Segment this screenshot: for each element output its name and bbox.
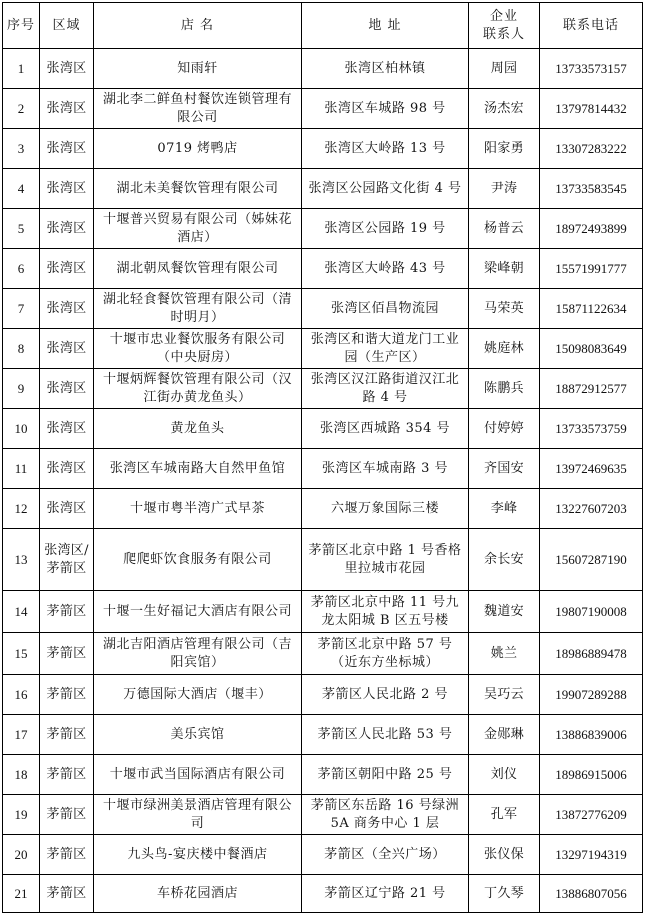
row-contact: 刘仪 (469, 755, 540, 795)
row-index: 13 (3, 529, 40, 591)
row-name: 车桥花园酒店 (94, 875, 302, 913)
table-row (3, 529, 643, 591)
table-row (3, 289, 643, 329)
table-row (3, 449, 643, 489)
row-name: 美乐宾馆 (94, 715, 302, 755)
row-name: 湖北李二鲜鱼村餐饮连锁管理有限公司 (94, 89, 302, 129)
row-area: 张湾区 (40, 89, 94, 129)
row-contact: 余长安 (469, 529, 540, 591)
row-index: 9 (3, 369, 40, 409)
row-contact: 汤杰宏 (469, 89, 540, 129)
row-contact: 阳家勇 (469, 129, 540, 169)
row-address: 张湾区车城南路 3 号 (302, 449, 469, 489)
row-index: 14 (3, 591, 40, 633)
row-address: 张湾区公园路 19 号 (302, 209, 469, 249)
table-row (3, 591, 643, 633)
row-name: 知雨轩 (94, 49, 302, 89)
row-address: 张湾区车城路 98 号 (302, 89, 469, 129)
row-area: 张湾区 (40, 409, 94, 449)
row-area: 张湾区 (40, 249, 94, 289)
row-phone: 15098083649 (540, 329, 643, 369)
row-phone: 18986889478 (540, 633, 643, 675)
row-index: 20 (3, 835, 40, 875)
header-row (3, 3, 643, 49)
row-area: 茅箭区 (40, 795, 94, 835)
row-address: 茅箭区东岳路 16 号绿洲 5A 商务中心 1 层 (302, 795, 469, 835)
row-address: 张湾区大岭路 13 号 (302, 129, 469, 169)
row-phone: 18872912577 (540, 369, 643, 409)
header-phone: 联系电话 (540, 3, 643, 49)
row-index: 19 (3, 795, 40, 835)
row-area: 茅箭区 (40, 835, 94, 875)
row-phone: 13307283222 (540, 129, 643, 169)
row-address: 茅箭区人民北路 2 号 (302, 675, 469, 715)
row-name: 爬爬虾饮食服务有限公司 (94, 529, 302, 591)
row-contact: 魏道安 (469, 591, 540, 633)
row-address: 六堰万象国际三楼 (302, 489, 469, 529)
row-area: 张湾区 (40, 209, 94, 249)
row-index: 3 (3, 129, 40, 169)
row-area: 茅箭区 (40, 715, 94, 755)
row-phone: 19807190008 (540, 591, 643, 633)
row-name: 湖北吉阳酒店管理有限公司（吉阳宾馆） (94, 633, 302, 675)
row-index: 1 (3, 49, 40, 89)
restaurant-table (2, 2, 643, 913)
row-index: 8 (3, 329, 40, 369)
row-address: 张湾区大岭路 43 号 (302, 249, 469, 289)
row-index: 15 (3, 633, 40, 675)
row-contact: 付婷婷 (469, 409, 540, 449)
row-address: 张湾区柏林镇 (302, 49, 469, 89)
row-name: 湖北朝凤餐饮管理有限公司 (94, 249, 302, 289)
row-area: 张湾区 (40, 449, 94, 489)
table-row (3, 875, 643, 913)
row-phone: 19907289288 (540, 675, 643, 715)
row-phone: 15607287190 (540, 529, 643, 591)
row-contact: 马荣英 (469, 289, 540, 329)
row-area: 茅箭区 (40, 755, 94, 795)
row-index: 16 (3, 675, 40, 715)
row-address: 张湾区佰昌物流园 (302, 289, 469, 329)
row-phone: 13972469635 (540, 449, 643, 489)
row-name: 十堰炳辉餐饮管理有限公司（汉江街办黄龙鱼头） (94, 369, 302, 409)
table-row (3, 715, 643, 755)
row-contact: 孔军 (469, 795, 540, 835)
header-contact (469, 3, 540, 49)
table-row (3, 675, 643, 715)
row-address: 茅箭区北京中路 11 号九龙太阳城 B 区五号楼 (302, 591, 469, 633)
row-index: 5 (3, 209, 40, 249)
row-name: 0719 烤鸭店 (94, 129, 302, 169)
row-index: 2 (3, 89, 40, 129)
row-phone: 13886807056 (540, 875, 643, 913)
row-contact: 姚兰 (469, 633, 540, 675)
row-name: 十堰市武当国际酒店有限公司 (94, 755, 302, 795)
table-row (3, 835, 643, 875)
row-phone: 13227607203 (540, 489, 643, 529)
table-row (3, 249, 643, 289)
row-contact: 周园 (469, 49, 540, 89)
row-name: 十堰市粤半湾广式早茶 (94, 489, 302, 529)
row-index: 18 (3, 755, 40, 795)
row-name: 张湾区车城南路大自然甲鱼馆 (94, 449, 302, 489)
row-name: 十堰市绿洲美景酒店管理有限公司 (94, 795, 302, 835)
row-name: 湖北未美餐饮管理有限公司 (94, 169, 302, 209)
row-area: 张湾区 (40, 129, 94, 169)
row-index: 12 (3, 489, 40, 529)
row-area: 张湾区 (40, 489, 94, 529)
row-contact: 陈鹏兵 (469, 369, 540, 409)
row-name: 黄龙鱼头 (94, 409, 302, 449)
table-row (3, 169, 643, 209)
row-address: 茅箭区北京中路 1 号香格里拉城市花园 (302, 529, 469, 591)
row-index: 21 (3, 875, 40, 913)
row-phone: 18972493899 (540, 209, 643, 249)
header-address: 地 址 (302, 3, 469, 49)
row-contact: 齐国安 (469, 449, 540, 489)
row-index: 7 (3, 289, 40, 329)
row-contact: 吴巧云 (469, 675, 540, 715)
row-phone: 13733583545 (540, 169, 643, 209)
row-phone: 13797814432 (540, 89, 643, 129)
row-contact: 李峰 (469, 489, 540, 529)
row-contact: 张仪保 (469, 835, 540, 875)
row-address: 茅箭区北京中路 57 号（近东方坐标城） (302, 633, 469, 675)
header-index: 序号 (3, 3, 40, 49)
table-row (3, 755, 643, 795)
row-area: 茅箭区 (40, 875, 94, 913)
row-contact: 金郧琳 (469, 715, 540, 755)
row-area: 张湾区 (40, 369, 94, 409)
row-name: 十堰市忠业餐饮服务有限公司（中央厨房） (94, 329, 302, 369)
row-index: 6 (3, 249, 40, 289)
row-address: 茅箭区朝阳中路 25 号 (302, 755, 469, 795)
row-contact: 杨普云 (469, 209, 540, 249)
table-row (3, 329, 643, 369)
row-address: 茅箭区（全兴广场） (302, 835, 469, 875)
row-contact: 尹涛 (469, 169, 540, 209)
row-address: 张湾区汉江路街道汉江北路 4 号 (302, 369, 469, 409)
row-address: 茅箭区辽宁路 21 号 (302, 875, 469, 913)
row-index: 17 (3, 715, 40, 755)
table-row (3, 129, 643, 169)
header-contact-line1: 企业 (489, 8, 518, 24)
row-phone: 15571991777 (540, 249, 643, 289)
table-row (3, 49, 643, 89)
table-row (3, 633, 643, 675)
row-contact: 姚庭林 (469, 329, 540, 369)
row-index: 4 (3, 169, 40, 209)
row-phone: 13886839006 (540, 715, 643, 755)
row-name: 万德国际大酒店（堰丰） (94, 675, 302, 715)
row-contact: 梁峰朝 (469, 249, 540, 289)
row-area: 茅箭区 (40, 675, 94, 715)
table-row (3, 409, 643, 449)
row-address: 张湾区公园路文化街 4 号 (302, 169, 469, 209)
table-row (3, 209, 643, 249)
row-name: 九头鸟-宴庆楼中餐酒店 (94, 835, 302, 875)
row-area: 茅箭区 (40, 633, 94, 675)
row-address: 张湾区西城路 354 号 (302, 409, 469, 449)
row-area: 张湾区/茅箭区 (40, 529, 94, 591)
row-area: 张湾区 (40, 169, 94, 209)
table-row (3, 369, 643, 409)
header-name: 店 名 (94, 3, 302, 49)
row-name: 十堰一生好福记大酒店有限公司 (94, 591, 302, 633)
row-name: 湖北轻食餐饮管理有限公司（清时明月） (94, 289, 302, 329)
row-area: 张湾区 (40, 49, 94, 89)
table-row (3, 795, 643, 835)
row-phone: 13733573759 (540, 409, 643, 449)
row-phone: 18986915006 (540, 755, 643, 795)
header-contact-line2: 联系人 (482, 26, 525, 42)
row-address: 张湾区和谐大道龙门工业园（生产区） (302, 329, 469, 369)
row-area: 张湾区 (40, 329, 94, 369)
row-index: 10 (3, 409, 40, 449)
table-row (3, 89, 643, 129)
row-contact: 丁久琴 (469, 875, 540, 913)
row-phone: 13297194319 (540, 835, 643, 875)
row-phone: 15871122634 (540, 289, 643, 329)
row-address: 茅箭区人民北路 53 号 (302, 715, 469, 755)
table-body (3, 49, 643, 913)
row-area: 张湾区 (40, 289, 94, 329)
row-name: 十堰普兴贸易有限公司（姊妹花酒店） (94, 209, 302, 249)
table-row (3, 489, 643, 529)
row-index: 11 (3, 449, 40, 489)
row-phone: 13733573157 (540, 49, 643, 89)
row-phone: 13872776209 (540, 795, 643, 835)
header-area: 区域 (40, 3, 94, 49)
row-area: 茅箭区 (40, 591, 94, 633)
